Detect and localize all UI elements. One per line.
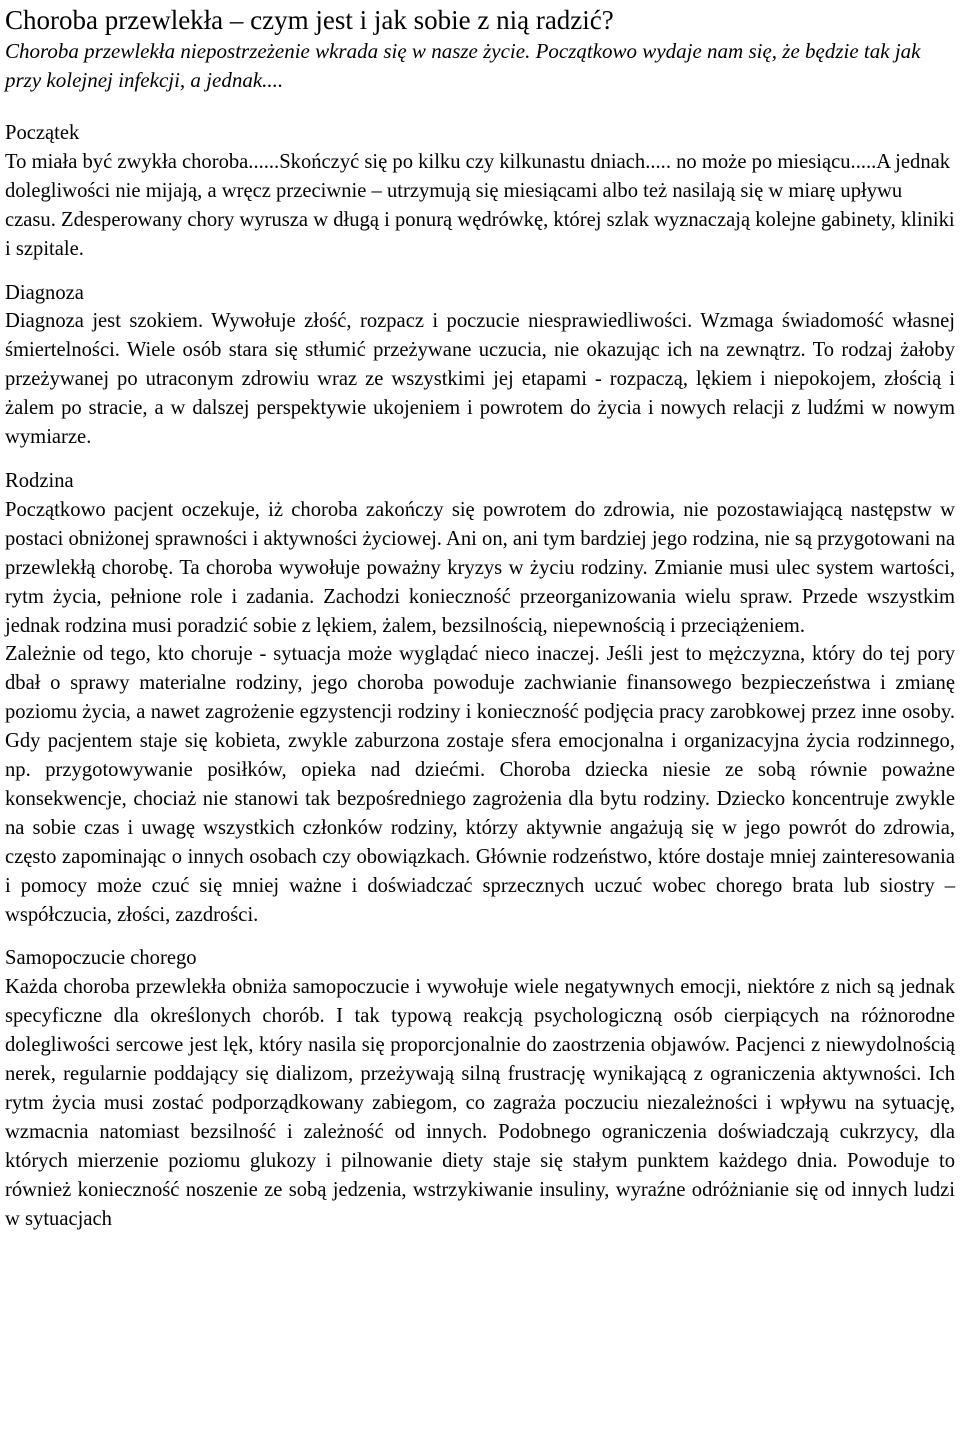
document-page [5, 0, 955, 1234]
section-paragraph: Diagnoza jest szokiem. Wywołuje złość, rozpacz i poczucie niesprawiedliwości. Wzmaga świadomość własnej śmiertelności. Wiele osób stara się stłumić przeżywane uczucia, nie okazując ich na zewnątrz. To rodzaj żałoby przeżywanej po utraconym zdrowiu wraz ze wszystkimi jej etapami - rozpaczą, lękiem i niepokojem, złością i żalem po stracie, a w dalszej perspektywie ukojeniem i powrotem do życia i nowych relacji z ludźmi w nowym wymiarze. [5, 310, 955, 449]
section-heading: Początek [5, 122, 80, 144]
section-paragraph: Początkowo pacjent oczekuje, iż choroba zakończy się powrotem do zdrowia, nie pozostawiającą następstw w postaci obniżonej sprawności i aktywności życiowej. Ani on, ani tym bardziej jego rodzina, nie są przygotowani na przewlekłą chorobę. Ta choroba wywołuje poważny kryzys w życiu rodziny. Zmianie musi ulec system wartości, rytm życia, pełnione role i zadania. Zachodzi konieczność przeorganizowania wielu spraw. Przede wszystkim jednak rodzina musi poradzić sobie z lękiem, żalem, bezsilnością, niepewnością i przeciążeniem. [5, 498, 955, 637]
spacer [5, 929, 955, 944]
intro-text: Choroba przewlekła niepostrzeżenie wkrada się w nasze życie. Początkowo wydaje nam się, że będzie tak jak przy kolejnej infekcji, a jednak.... [5, 39, 921, 92]
section-diagnoza [5, 279, 955, 452]
section-heading: Diagnoza [5, 281, 84, 304]
document-title: Choroba przewlekła – czym jest i jak sobie z nią radzić? [5, 5, 614, 35]
section-paragraph: To miała być zwykła choroba......Skończyć się po kilku czy kilkunastu dniach..... no może po miesiącu.....A jednak dolegliwości nie mijają, a wręcz przeciwnie – utrzymują się miesiącami albo też nasilają się w miarę upływu czasu. Zdesperowany chory wyrusza w długą i ponurą wędrówkę, której szlak wyznaczają kolejne gabinety, kliniki i szpitale. [5, 150, 955, 260]
section-rodzina [5, 467, 955, 930]
spacer [5, 95, 955, 119]
section-paragraph: Każda choroba przewlekła obniża samopoczucie i wywołuje wiele negatywnych emocji, niektóre z nich są jednak specyficzne dla określonych chorób. I tak typową reakcją psychologiczną osób cierpiących na różnorodne dolegliwości sercowe jest lęk, który nasila się proporcjonalnie do zaostrzenia objawów. Pacjenci z niewydolnością nerek, regularnie poddający się dializom, przeżywają silną frustrację wynikającą z ograniczenia aktywności. Ich rytm życia musi zostać podporządkowany zabiegom, co zagraża poczuciu niezależności i wpływu na sytuację, wzmacnia natomiast bezsilność i zależność od innych. Podobnego ograniczenia doświadczają cukrzycy, dla których mierzenie poziomu glukozy i pilnowanie diety staje się stałym punktem każdego dnia. Powoduje to również konieczność noszenie ze sobą jedzenia, wstrzykiwanie insuliny, wyraźne odróżnianie się od innych ludzi w sytuacjach [5, 976, 955, 1230]
spacer [5, 452, 955, 467]
section-heading: Samopoczucie chorego [5, 947, 197, 970]
section-heading: Rodzina [5, 469, 74, 492]
spacer [5, 264, 955, 279]
section-poczatek [5, 119, 955, 264]
section-samopoczucie [5, 944, 955, 1233]
section-paragraph: Zależnie od tego, kto choruje - sytuacja może wyglądać nieco inaczej. Jeśli jest to mężczyzna, który do tej pory dbał o sprawy materialne rodziny, jego choroba powoduje zachwianie finansowego bezpieczeństwa i zmianę poziomu życia, a nawet zagrożenie egzystencji rodziny i konieczność podjęcia pracy zarobkowej przez inne osoby. Gdy pacjentem staje się kobieta, zwykle zaburzona zostaje sfera emocjonalna i organizacyjna życia rodzinnego, np. przygotowywanie posiłków, opieka nad dziećmi. Choroba dziecka niesie ze sobą równie poważne konsekwencje, chociaż nie stanowi tak bezpośredniego zagrożenia dla bytu rodziny. Dziecko koncentruje zwykle na sobie czas i uwagę wszystkich członków rodziny, którzy aktywnie angażują się w jego powrót do zdrowia, często zapominając o innych osobach czy obowiązkach. Głównie rodzeństwo, które dostaje mniej zainteresowania i pomocy może czuć się mniej ważne i doświadczać sprzecznych uczuć wobec chorego brata lub siostry – współczucia, złości, zazdrości. [5, 643, 955, 926]
